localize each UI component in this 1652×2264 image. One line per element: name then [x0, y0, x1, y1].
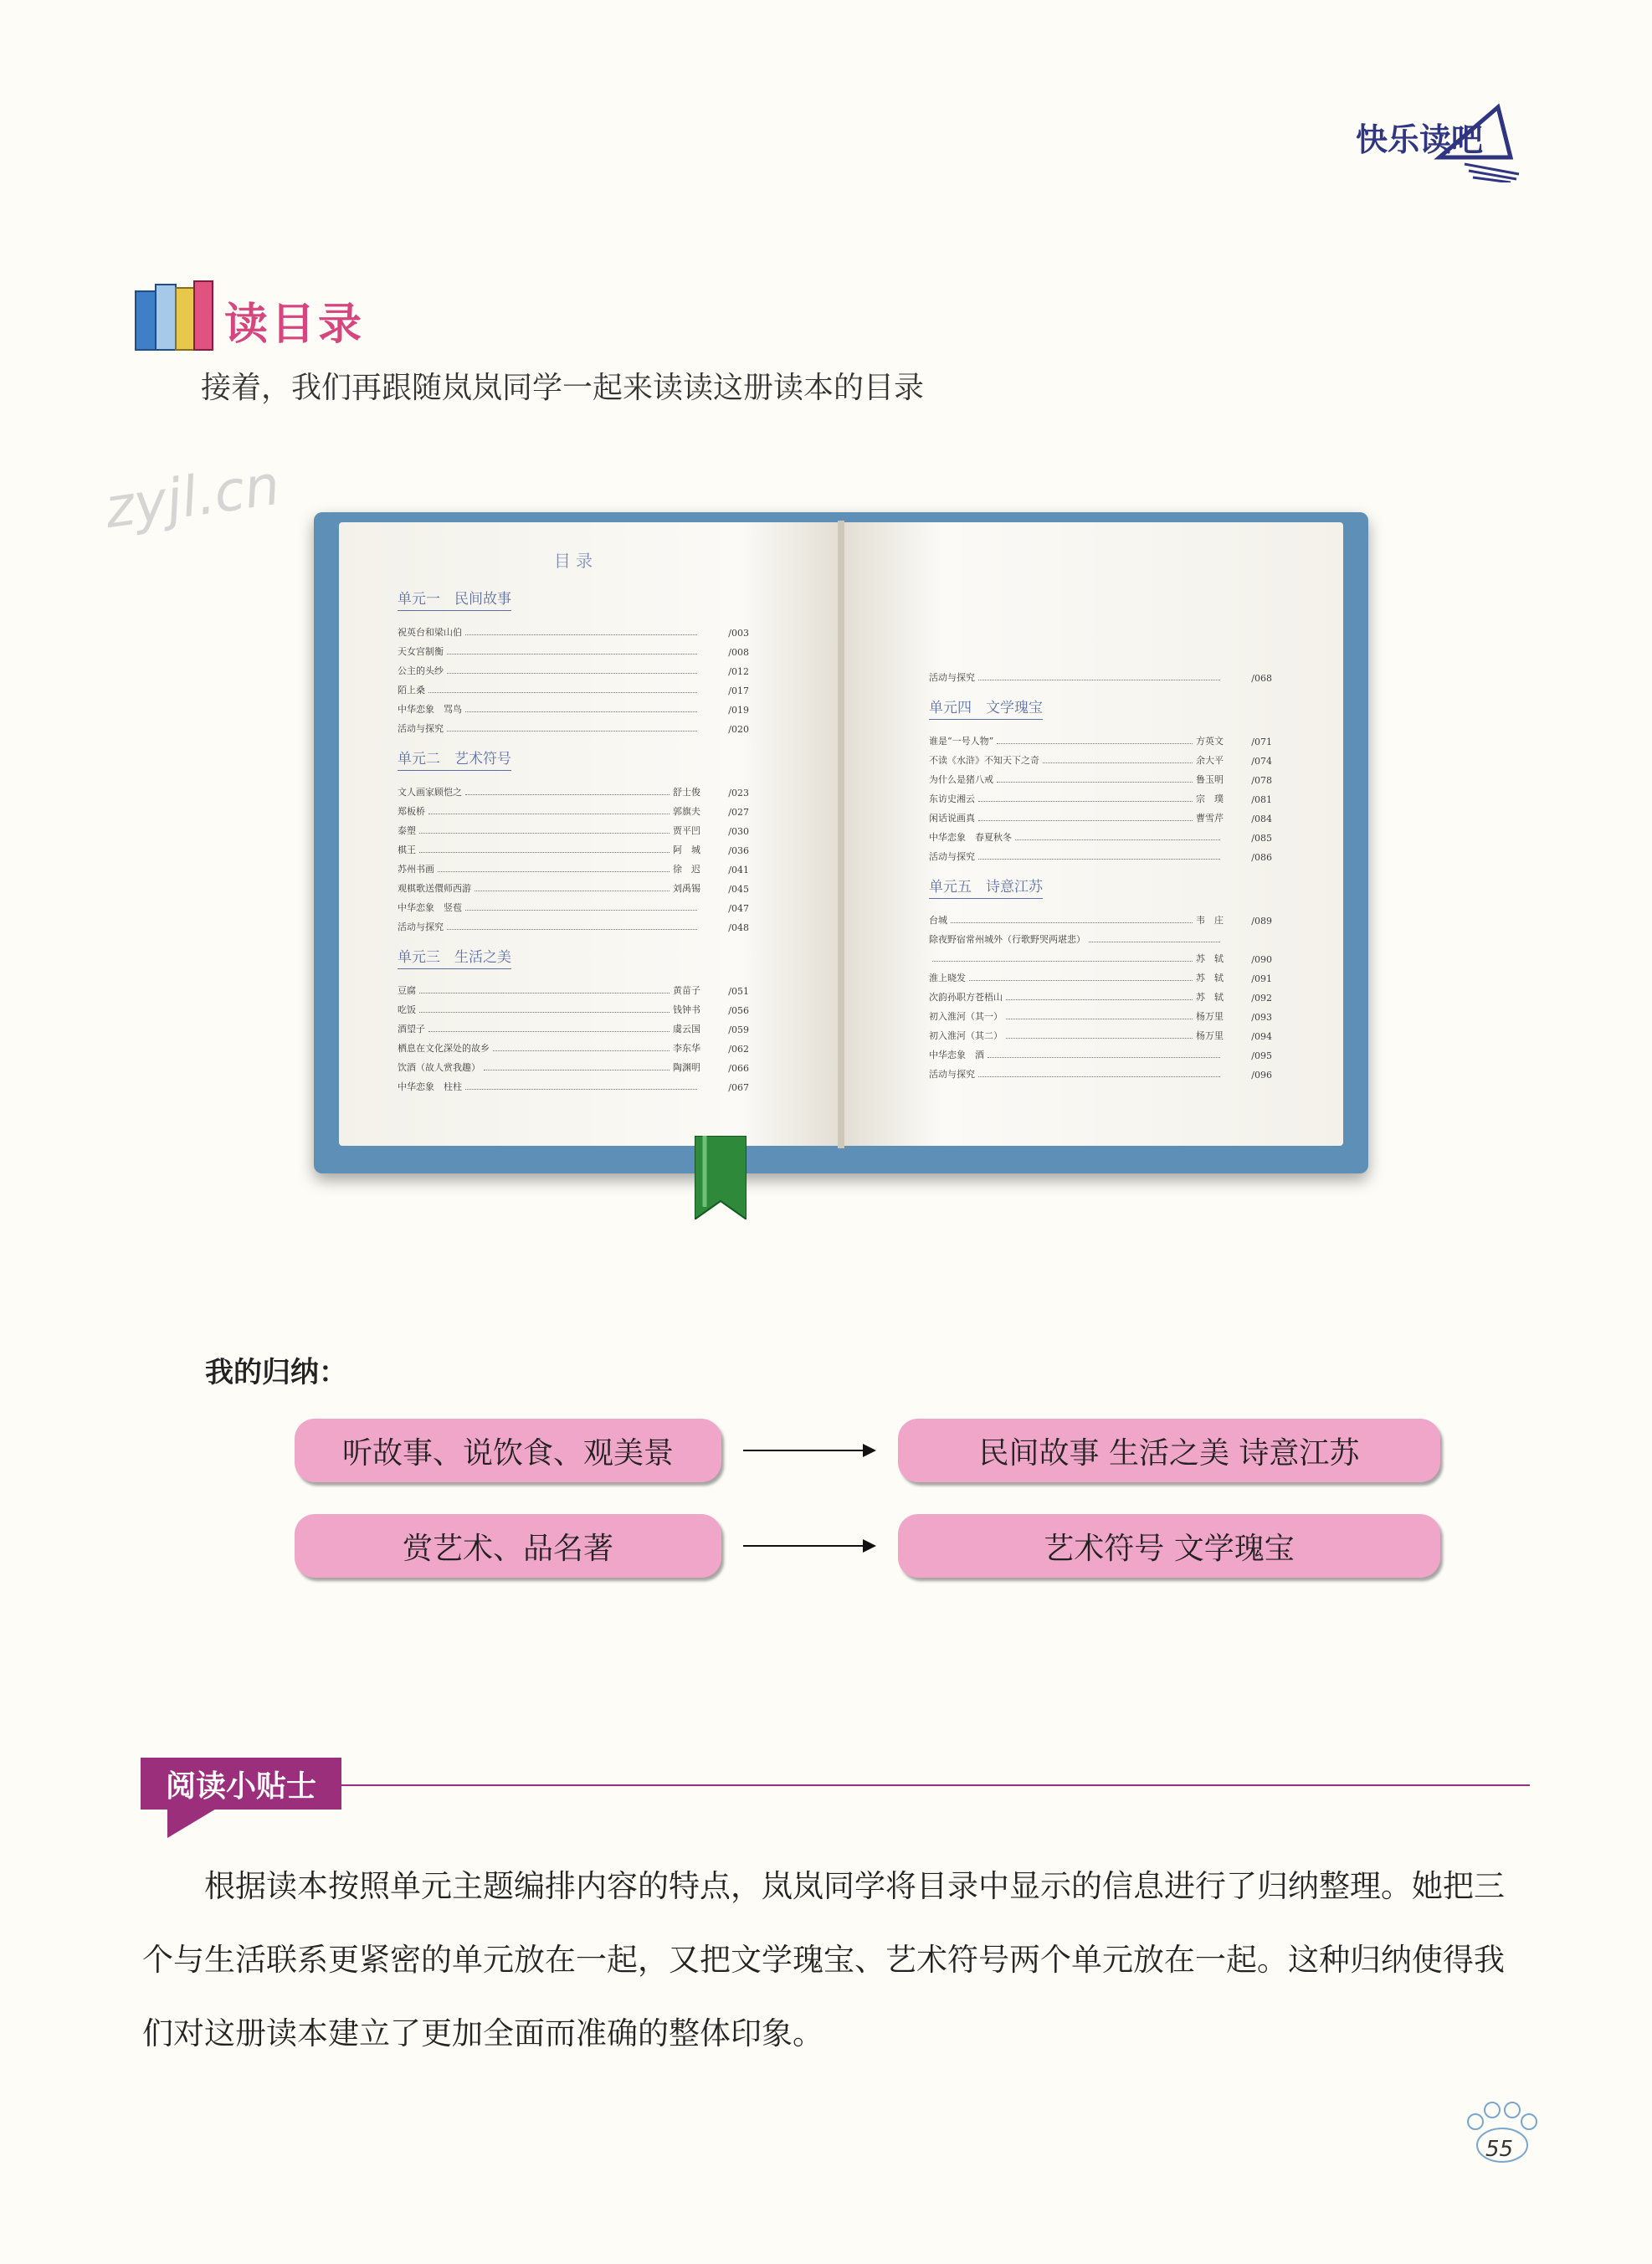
- toc-entry-title: 活动与探究: [929, 851, 975, 862]
- toc-entry: [398, 658, 749, 677]
- toc-entry-page: /051: [728, 986, 749, 997]
- toc-entry-page: /091: [1251, 973, 1272, 984]
- toc-entry-page: /096: [1251, 1070, 1272, 1081]
- summary-pill-right-1: 民间故事 生活之美 诗意江苏: [898, 1419, 1440, 1482]
- toc-entry-title: 棋王: [398, 845, 416, 855]
- toc-entry-title: 祝英台和梁山伯: [398, 627, 462, 638]
- toc-leader-dots: [1006, 1038, 1193, 1039]
- toc-entry-page: /092: [1251, 993, 1272, 1004]
- toc-entry-title: 台城: [929, 915, 947, 926]
- toc-entry-page: /023: [728, 788, 749, 798]
- toc-entry-title: 酒望子: [398, 1024, 425, 1034]
- toc-entry-title: 豆腐: [398, 985, 416, 996]
- toc-leader-dots: [465, 1089, 697, 1090]
- toc-unit-title: 单元一 民间故事: [398, 587, 511, 611]
- toc-entry: [398, 1055, 749, 1074]
- tips-label: 阅读小贴士: [141, 1758, 341, 1810]
- toc-entry-page: /062: [728, 1044, 749, 1055]
- toc-leader-dots: [447, 654, 697, 655]
- toc-entry-page: /093: [1251, 1012, 1272, 1023]
- arrow-right-icon: [743, 1450, 873, 1451]
- toc-entry-title: 谁是“一号人物”: [929, 736, 994, 747]
- toc-entry-title: 天女宫制衡: [398, 646, 444, 657]
- toc-leader-dots: [951, 922, 1193, 923]
- toc-entry: [398, 997, 749, 1016]
- toc-entry: [929, 927, 1272, 946]
- toc-entry-page: /095: [1251, 1050, 1272, 1061]
- toc-leader-dots: [428, 692, 697, 693]
- toc-entry: [929, 767, 1272, 786]
- toc-entry-page: /045: [728, 884, 749, 895]
- toc-entry: [929, 1061, 1272, 1081]
- toc-entry-author: 宗 璞: [1196, 793, 1224, 804]
- toc-entry-title: 活动与探究: [398, 922, 444, 932]
- toc-leader-dots: [447, 731, 697, 732]
- toc-entry-author: 杨万里: [1196, 1011, 1224, 1022]
- toc-entry-title: 中华恋象 柱柱: [398, 1081, 462, 1092]
- toc-leader-dots: [997, 782, 1193, 783]
- toc-entry: [398, 914, 749, 933]
- books-icon: [134, 275, 218, 358]
- toc-entry: [929, 786, 1272, 805]
- toc-entry-title: 初入淮河（其一）: [929, 1011, 1003, 1022]
- toc-entry: [929, 665, 1272, 684]
- toc-entry: [929, 1004, 1272, 1023]
- toc-entry-author: 贾平凹: [673, 825, 700, 836]
- toc-entry: [929, 728, 1272, 747]
- toc-entry: [929, 907, 1272, 927]
- toc-entry: [398, 875, 749, 895]
- book-spine: [838, 521, 844, 1148]
- toc-entry: [398, 677, 749, 696]
- toc-entry-title: 闲话说画真: [929, 813, 975, 824]
- tips-body: [142, 1850, 1531, 2071]
- toc-entry: [929, 805, 1272, 824]
- toc-left: [398, 547, 749, 1093]
- toc-left-units: [398, 575, 749, 1093]
- toc-entry-author: 方英文: [1196, 736, 1224, 747]
- toc-entry: [398, 639, 749, 658]
- toc-entry: [929, 747, 1272, 767]
- summary-pill-left-2: 赏艺术、品名著: [295, 1514, 721, 1578]
- toc-entry-author: 刘禹锡: [673, 883, 700, 894]
- toc-entry-page: /030: [728, 826, 749, 837]
- toc-entry: [398, 818, 749, 837]
- toc-entry-page: /059: [728, 1024, 749, 1035]
- book-illustration: [314, 512, 1368, 1194]
- toc-leader-dots: [419, 1012, 670, 1013]
- toc-entry: [929, 965, 1272, 984]
- toc-entry: [398, 1035, 749, 1055]
- toc-leader-dots: [932, 961, 1193, 962]
- toc-entry: [929, 1023, 1272, 1042]
- toc-leader-dots: [428, 1031, 670, 1032]
- book-page-left: [339, 522, 841, 1146]
- toc-entry-title: 文人画家顾恺之: [398, 787, 462, 798]
- toc-right-top: [929, 665, 1272, 684]
- toc-entry: [398, 779, 749, 798]
- toc-entry: [398, 716, 749, 735]
- toc-entry: [398, 895, 749, 914]
- toc-entry-page: /074: [1251, 756, 1272, 767]
- toc-entry-title: 不读《水浒》不知天下之奇: [929, 755, 1039, 766]
- toc-entry-title: 中华恋象 酒: [929, 1050, 984, 1060]
- toc-entry-page: /036: [728, 845, 749, 856]
- toc-leader-dots: [978, 1076, 1220, 1077]
- toc-entry-author: 余大平: [1196, 755, 1224, 766]
- toc-leader-dots: [997, 743, 1193, 744]
- book-page-right: [841, 522, 1343, 1146]
- toc-leader-dots: [988, 1057, 1220, 1058]
- toc-leader-dots: [1015, 839, 1220, 840]
- watermark: zyjl.cn: [100, 452, 284, 542]
- toc-entry: [929, 844, 1272, 863]
- toc-entry: [929, 984, 1272, 1004]
- toc-entry-author: 苏 轼: [1196, 973, 1224, 983]
- toc-entry-page: /067: [728, 1082, 749, 1093]
- toc-entry: [398, 1016, 749, 1035]
- toc-heading: 目 录: [553, 551, 593, 571]
- toc-unit-title: 单元三 生活之美: [398, 945, 511, 969]
- toc-leader-dots: [493, 1050, 670, 1051]
- toc-leader-dots: [969, 980, 1193, 981]
- toc-entry-page: /027: [728, 807, 749, 818]
- toc-entry-page: /078: [1251, 775, 1272, 786]
- arrow-right-icon: [743, 1545, 873, 1547]
- toc-entry-page: /056: [728, 1005, 749, 1016]
- toc-right-units: [929, 684, 1272, 1081]
- toc-entry-page: /066: [728, 1063, 749, 1074]
- toc-entry-page: /090: [1251, 954, 1272, 965]
- toc-entry: [398, 798, 749, 818]
- toc-entry: [398, 837, 749, 856]
- toc-entry-author: 舒士俊: [673, 787, 700, 798]
- toc-leader-dots: [978, 820, 1193, 821]
- toc-entry-page: /089: [1251, 916, 1272, 927]
- toc-right: [929, 665, 1272, 1081]
- toc-entry-title: 陌上桑: [398, 685, 425, 696]
- toc-entry-title: 除夜野宿常州城外（行歌野哭两堪悲）: [929, 934, 1085, 945]
- toc-entry-author: 郭旗夫: [673, 806, 700, 817]
- tips-divider: [341, 1784, 1530, 1786]
- toc-entry-page: /020: [728, 724, 749, 735]
- toc-entry: [929, 946, 1272, 965]
- toc-entry: [398, 619, 749, 639]
- toc-entry-page: /086: [1251, 852, 1272, 863]
- toc-entry-page: /094: [1251, 1031, 1272, 1042]
- section-title: 读目录: [224, 300, 366, 350]
- toc-entry-title: 公主的头纱: [398, 665, 444, 676]
- toc-leader-dots: [419, 833, 670, 834]
- toc-entry-page: /071: [1251, 737, 1272, 747]
- toc-entry-title: 淮上晓发: [929, 973, 966, 983]
- toc-entry-title: 为什么是猪八戒: [929, 774, 993, 785]
- toc-leader-dots: [978, 801, 1193, 802]
- toc-entry-author: 徐 迟: [673, 864, 700, 875]
- toc-entry-author: 韦 庄: [1196, 915, 1224, 926]
- toc-entry-title: 中华恋象 骂鸟: [398, 704, 462, 715]
- toc-leader-dots: [465, 794, 670, 795]
- toc-entry-page: /048: [728, 922, 749, 933]
- toc-entry-title: 中华恋象 竖苞: [398, 902, 462, 913]
- toc-entry-author: 鲁玉明: [1196, 774, 1224, 785]
- toc-entry-author: 苏 轼: [1196, 953, 1224, 964]
- toc-entry-author: 苏 轼: [1196, 992, 1224, 1003]
- toc-entry-page: /003: [728, 628, 749, 639]
- section-tag: [1339, 99, 1531, 182]
- toc-entry: [398, 696, 749, 716]
- toc-entry-title: 活动与探究: [929, 672, 975, 683]
- page-number: 55: [1485, 2137, 1514, 2162]
- toc-entry-page: /085: [1251, 833, 1272, 844]
- toc-entry-title: 泰塑: [398, 825, 416, 836]
- summary-label: 我的归纳：: [205, 1356, 347, 1389]
- toc-entry-author: 陶渊明: [673, 1062, 700, 1073]
- toc-entry-author: 阿 城: [673, 845, 700, 855]
- toc-entry: [929, 824, 1272, 844]
- toc-entry: [398, 978, 749, 997]
- toc-unit-title: 单元二 艺术符号: [398, 747, 511, 771]
- toc-unit-title: 单元五 诗意江苏: [929, 875, 1043, 899]
- toc-leader-dots: [419, 852, 670, 853]
- toc-leader-dots: [465, 634, 697, 635]
- toc-entry-title: 次韵孙职方苍梧山: [929, 992, 1003, 1003]
- toc-entry-title: 苏州书画: [398, 864, 434, 875]
- toc-entry-author: 曹雪芹: [1196, 813, 1224, 824]
- toc-entry-page: /012: [728, 666, 749, 677]
- toc-entry-page: /084: [1251, 814, 1272, 824]
- toc-entry-author: 钱钟书: [673, 1004, 700, 1015]
- tips-label-tail: [167, 1808, 218, 1838]
- toc-entry-title: 郑板桥: [398, 806, 425, 817]
- toc-leader-dots: [438, 871, 670, 872]
- toc-entry-author: 虞云国: [673, 1024, 700, 1034]
- toc-entry-page: /019: [728, 705, 749, 716]
- toc-entry-author: 杨万里: [1196, 1030, 1224, 1041]
- toc-entry: [398, 856, 749, 875]
- toc-entry-title: 初入淮河（其二）: [929, 1030, 1003, 1041]
- toc-leader-dots: [447, 929, 697, 930]
- toc-entry: [398, 1074, 749, 1093]
- toc-entry-title: 东访史湘云: [929, 793, 975, 804]
- toc-entry-title: 观棋歌送儇师西游: [398, 883, 471, 894]
- toc-entry-page: /068: [1251, 673, 1272, 684]
- toc-entry: [929, 1042, 1272, 1061]
- toc-entry-title: 栖息在文化深处的故乡: [398, 1043, 490, 1054]
- toc-entry-page: /008: [728, 647, 749, 658]
- toc-entry-author: 李东华: [673, 1043, 700, 1054]
- toc-leader-dots: [465, 910, 697, 911]
- summary-pill-left-1: 听故事、说饮食、观美景: [295, 1419, 721, 1482]
- toc-entry-page: /017: [728, 685, 749, 696]
- toc-leader-dots: [447, 673, 697, 674]
- toc-unit-title: 单元四 文学瑰宝: [929, 696, 1043, 720]
- toc-leader-dots: [978, 859, 1220, 860]
- toc-entry-title: 吃饭: [398, 1004, 416, 1015]
- toc-entry-page: /047: [728, 903, 749, 914]
- toc-leader-dots: [1043, 762, 1193, 763]
- toc-entry-title: 活动与探究: [398, 723, 444, 734]
- section-tag-text: 快乐读吧: [1356, 121, 1484, 158]
- toc-entry-author: 黄苗子: [673, 985, 700, 996]
- toc-leader-dots: [1006, 999, 1193, 1000]
- summary-pill-right-2: 艺术符号 文学瑰宝: [898, 1514, 1440, 1578]
- tips-paragraph: 根据读本按照单元主题编排内容的特点，岚岚同学将目录中显示的信息进行了归纳整理。她把三个与生活联系更紧密的单元放在一起，又把文学瑰宝、艺术符号两个单元放在一起。这种归纳使得我们对这册读本建立了更加全面而准确的整体印象。: [142, 1868, 1505, 2051]
- toc-entry-title: 活动与探究: [929, 1069, 975, 1080]
- toc-entry-page: /041: [728, 865, 749, 875]
- toc-entry-page: /081: [1251, 794, 1272, 805]
- toc-entry-title: 饮酒（故人赏我趣）: [398, 1062, 480, 1073]
- bookmark-ribbon-icon: [695, 1136, 746, 1219]
- toc-entry-title: 中华恋象 春夏秋冬: [929, 832, 1012, 843]
- toc-leader-dots: [465, 711, 697, 712]
- section-subtitle: 接着，我们再跟随岚岚同学一起来读读这册读本的目录: [201, 371, 925, 405]
